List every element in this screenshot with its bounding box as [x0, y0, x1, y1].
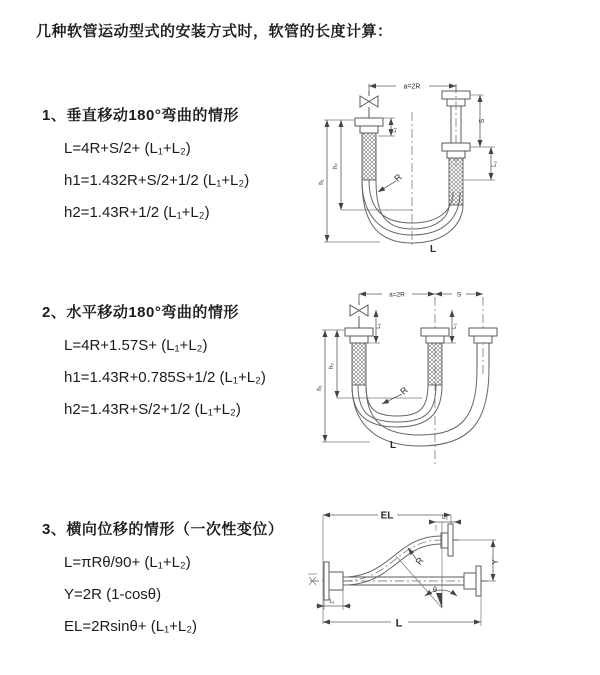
diagram-lateral-displacement: [296, 496, 598, 662]
section-1-heading: 1、垂直移动180°弯曲的情形: [42, 107, 239, 124]
radius-label: R: [398, 384, 410, 397]
dim-label-s: S: [456, 291, 462, 299]
dim-l2: [429, 515, 461, 531]
formula-line: h1=1.43R+0.785S+1/2 (L₁+L₂): [64, 369, 266, 386]
hose-braid: [449, 158, 463, 205]
dim-label-el: EL: [380, 510, 394, 522]
dim-a2r: [369, 84, 456, 92]
length-label: L: [430, 244, 437, 255]
dim-label-l: L: [395, 617, 403, 630]
dim-l2: [464, 147, 498, 180]
left-flange: [324, 562, 343, 600]
hose-braid: [352, 343, 366, 385]
radius-label: R: [392, 171, 404, 184]
hose-curves: [352, 368, 489, 446]
dim-el: [323, 511, 451, 625]
dim-s: [435, 292, 483, 299]
section-3-formulas: [64, 547, 320, 643]
formula-line: L=4R+S/2+ (L₁+L₂): [64, 140, 191, 157]
formula-line: Y=2R (1-cosθ): [64, 586, 162, 603]
radius-callout: [378, 172, 404, 192]
dim-label-s: S: [479, 118, 486, 124]
upper-flange: [441, 524, 459, 556]
formula-line: h1=1.432R+S/2+1/2 (L₁+L₂): [64, 172, 250, 189]
dim-s: [470, 95, 495, 147]
hose-braid: [428, 343, 442, 385]
hose-curves: [362, 180, 463, 243]
dim-label-l1: L₁: [376, 323, 382, 329]
hose-braid: [362, 133, 376, 180]
curved-hose: [343, 536, 441, 585]
page-title: 几种软管运动型式的安装方式时，软管的长度计算：: [36, 23, 393, 40]
dim-label-a2r: a=2R: [389, 291, 405, 299]
right-pipe-fitting: [442, 84, 470, 205]
dim-l1: [316, 590, 351, 610]
section-2-heading: 2、水平移动180°弯曲的情形: [42, 304, 239, 321]
radius-callout: [408, 548, 426, 567]
centerline-mark: [308, 574, 317, 585]
valve-icon: [360, 91, 378, 118]
dim-h1-h2: [317, 330, 422, 442]
right-flange: [464, 566, 487, 596]
section-lateral-displacement: [42, 518, 320, 643]
dim-label-a2r: a=2R: [403, 83, 421, 91]
dim-label-y: Y: [491, 559, 500, 565]
dim-label-h2: h₂: [329, 363, 335, 369]
dim-label-h1: h₁: [319, 179, 325, 185]
dim-label-l2: L₂: [492, 161, 498, 167]
section-3-heading: 3、横向位移的情形（一次性变位）: [42, 521, 284, 538]
length-label: L: [390, 440, 397, 451]
dim-l2: [444, 310, 458, 343]
valve-icon: [350, 302, 368, 328]
formula-line: L=πRθ/90+ (L₁+L₂): [64, 554, 191, 571]
diagram-vertical-bend: [312, 70, 592, 262]
radius-callout: [382, 385, 410, 404]
formula-line: L=4R+1.57S+ (L₁+L₂): [64, 337, 208, 354]
section-horizontal-movement: [42, 301, 320, 426]
formula-line: EL=2Rsinθ+ (L₁+L₂): [64, 618, 198, 635]
section-2-formulas: [64, 330, 320, 426]
dim-label-l2: L₂: [442, 515, 448, 521]
radius-label: R: [413, 555, 426, 567]
left-pipe-fitting: [355, 118, 383, 180]
dim-label-l1: L₁: [392, 127, 398, 133]
dim-label-l1: L₁: [329, 599, 335, 605]
section-1-formulas: [64, 133, 320, 229]
middle-pipe-fitting: [421, 328, 449, 385]
dim-label-h2: h₂: [333, 163, 339, 169]
dim-l1: [368, 310, 382, 343]
dim-label-l2: L₂: [452, 323, 458, 329]
formula-line: h2=1.43R+1/2 (L₁+L₂): [64, 204, 210, 221]
dim-label-h1: h₁: [317, 385, 323, 391]
section-vertical-movement: [42, 104, 320, 229]
dim-l: [323, 596, 481, 630]
dim-a2r: [359, 292, 435, 303]
angle-label: θ: [433, 587, 437, 594]
left-pipe-fitting: [345, 328, 373, 385]
diagram-horizontal-bend: [312, 280, 592, 472]
formula-line: h2=1.43R+S/2+1/2 (L₁+L₂): [64, 401, 241, 418]
